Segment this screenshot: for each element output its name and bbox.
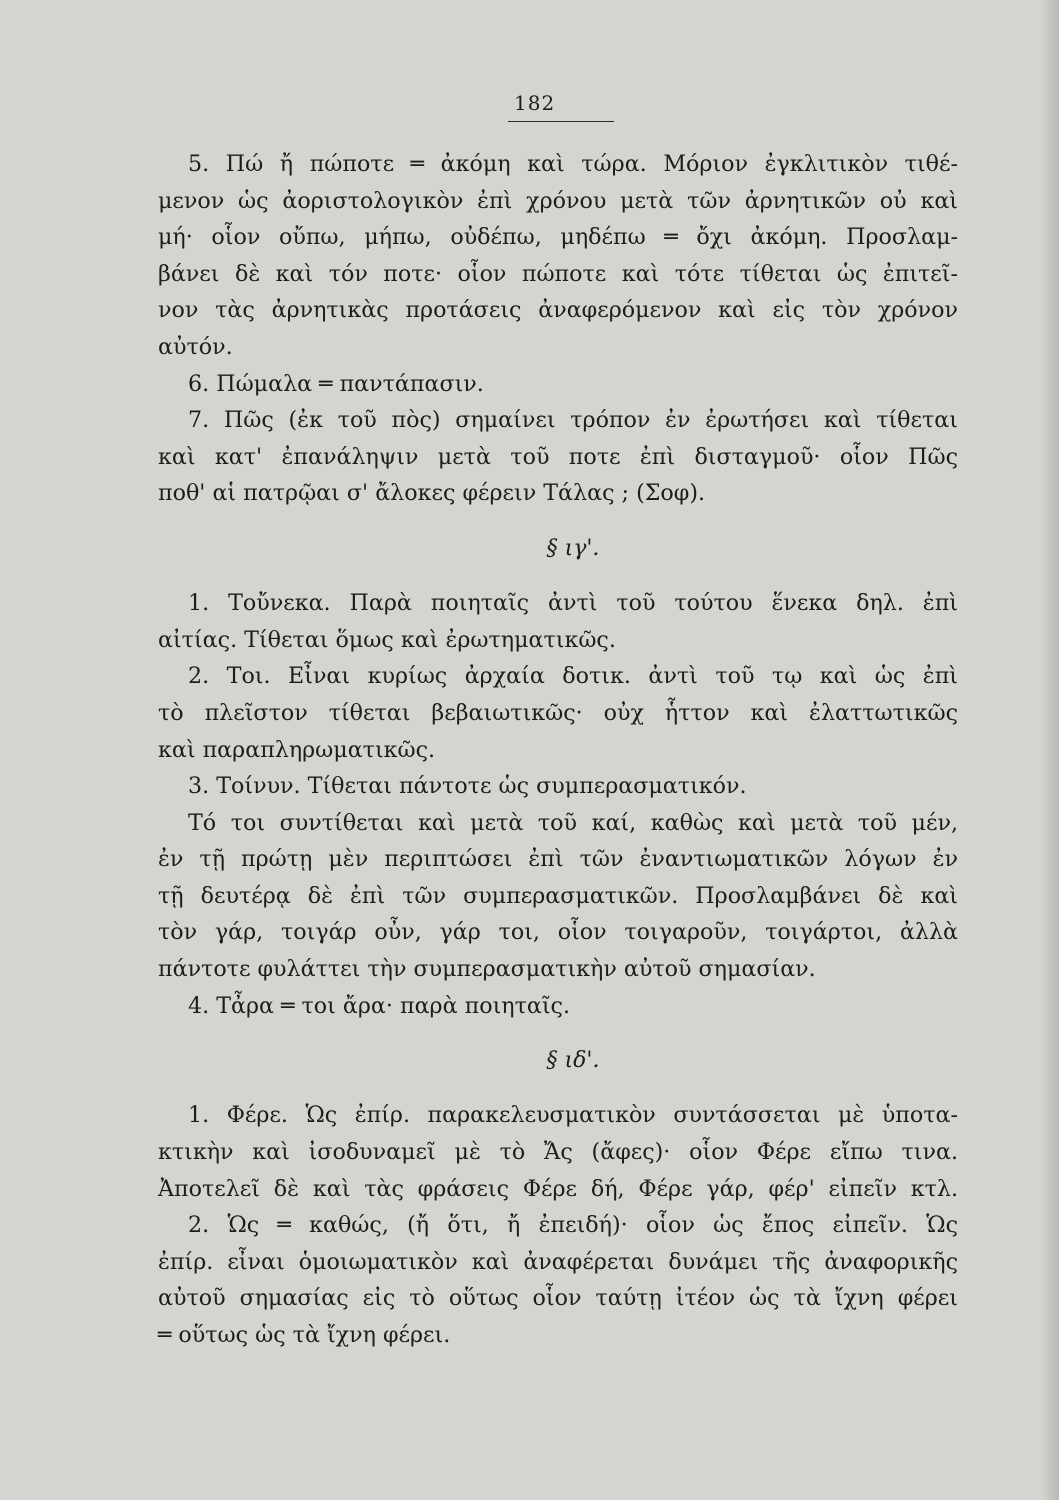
text-line: αἰτίας. Τίθεται ὅμως καὶ ἐρωτηματικῶς. — [158, 626, 616, 653]
text-line: 5. Πώ ἤ πώποτε ═ ἀκόμη καὶ τώρα. Μόριον ἐγκλιτικὸν τιθέ- — [188, 151, 958, 177]
text-line: μή· οἷον οὔπω, μήπω, οὐδέπω, μηδέπω ═ ὄχι ἀκόμη. Προσλαμ- — [158, 224, 958, 251]
text-line: 1. Φέρε. Ὡς ἐπίρ. παρακελευσματικὸν συντάσσεται μὲ ὑποτα- — [188, 1102, 958, 1129]
text-line: 2. Ὡς ═ καθώς, (ἤ ὅτι, ἤ ἐπειδή)· οἷον ὡς ἔπος εἰπεῖν. Ὡς — [188, 1212, 958, 1239]
text-line: ἐν τῇ πρώτῃ μὲν περιπτώσει ἐπὶ τῶν ἐναντιωματικῶν λόγων ἐν — [158, 846, 958, 873]
text-line: 7. Πῶς (ἐκ τοῦ πὸς) σημαίνει τρόπον ἐν ἐρωτήσει καὶ τίθεται — [188, 407, 958, 434]
text-line: καὶ κατ' ἐπανάληψιν μετὰ τοῦ ποτε ἐπὶ δισταγμοῦ· οἷον Πῶς — [158, 443, 958, 470]
text-line: νον τὰς ἀρνητικὰς προτάσεις ἀναφερόμενον καὶ εἰς τὸν χρόνον — [158, 297, 958, 324]
header-rule — [508, 121, 614, 122]
text-line: αὐτόν. — [158, 333, 233, 360]
text-line: 4. Τἆρα ═ τοι ἄρα· παρὰ ποιηταῖς. — [188, 992, 571, 1019]
text-line: αὐτοῦ σημασίας εἰς τὸ οὕτως οἷον ταύτῃ ἰτέον ὡς τὰ ἴχνη φέρει — [158, 1285, 958, 1312]
text-line: ἐπίρ. εἶναι ὁμοιωματικὸν καὶ ἀναφέρεται δυνάμει τῆς ἀναφορικῆς — [158, 1248, 958, 1275]
text-line: τὸ πλεῖστον τίθεται βεβαιωτικῶς· οὐχ ἧττον καὶ ἐλαττωτικῶς — [158, 699, 958, 726]
text-line: κτικὴν καὶ ἰσοδυναμεῖ μὲ τὸ Ἄς (ἄφες)· οἷον Φέρε εἴπω τινα. — [158, 1139, 958, 1166]
text-line: Ἀποτελεῖ δὲ καὶ τὰς φράσεις Φέρε δή, Φέρε γάρ, φέρ' εἰπεῖν κτλ. — [158, 1175, 958, 1202]
text-line: 3. Τοίνυν. Τίθεται πάντοτε ὡς συμπερασματικόν. — [188, 773, 747, 800]
text-line: Τό τοι συντίθεται καὶ μετὰ τοῦ καί, καθὼς καὶ μετὰ τοῦ μέν, — [188, 809, 958, 836]
text-line: 1. Τοὔνεκα. Παρὰ ποιηταῖς ἀντὶ τοῦ τούτου ἕνεκα δηλ. ἐπὶ — [188, 590, 958, 617]
text-line: τὸν γάρ, τοιγάρ οὖν, γάρ τοι, οἷον τοιγαροῦν, τοιγάρτοι, ἀλλὰ — [158, 919, 958, 946]
text-line: 2. Τοι. Εἶναι κυρίως ἀρχαία δοτικ. ἀντὶ τοῦ τῳ καὶ ὡς ἐπὶ — [188, 663, 958, 690]
text-line: πάντοτε φυλάττει τὴν συμπερασματικὴν αὐτοῦ σημασίαν. — [158, 956, 816, 983]
text-line: 6. Πώμαλα ═ παντάπασιν. — [188, 370, 484, 397]
text-line: ποθ' αἱ πατρῷαι σ' ἄλοκες φέρειν Τάλας ; (Σοφ). — [158, 480, 706, 507]
text-line: μενον ὡς ἀοριστολογικὸν ἐπὶ χρόνου μετὰ τῶν ἀρνητικῶν οὐ καὶ — [158, 187, 958, 214]
section-heading: § ιδ'. — [546, 1048, 600, 1074]
text-line: βάνει δὲ καὶ τόν ποτε· οἷον πώποτε καὶ τότε τίθεται ὡς ἐπιτεῖ- — [158, 260, 958, 287]
section-heading: § ιγ'. — [546, 535, 600, 561]
text-line: τῇ δευτέρᾳ δὲ ἐπὶ τῶν συμπερασματικῶν. Προσλαμβάνει δὲ καὶ — [158, 882, 958, 909]
page-number: 182 — [514, 91, 556, 115]
page-edge-shadow — [1041, 0, 1059, 1500]
body-text — [158, 146, 958, 1354]
text-line: ═ οὕτως ὡς τὰ ἴχνη φέρει. — [158, 1322, 451, 1348]
text-line: καὶ παραπληρωματικῶς. — [158, 736, 436, 763]
